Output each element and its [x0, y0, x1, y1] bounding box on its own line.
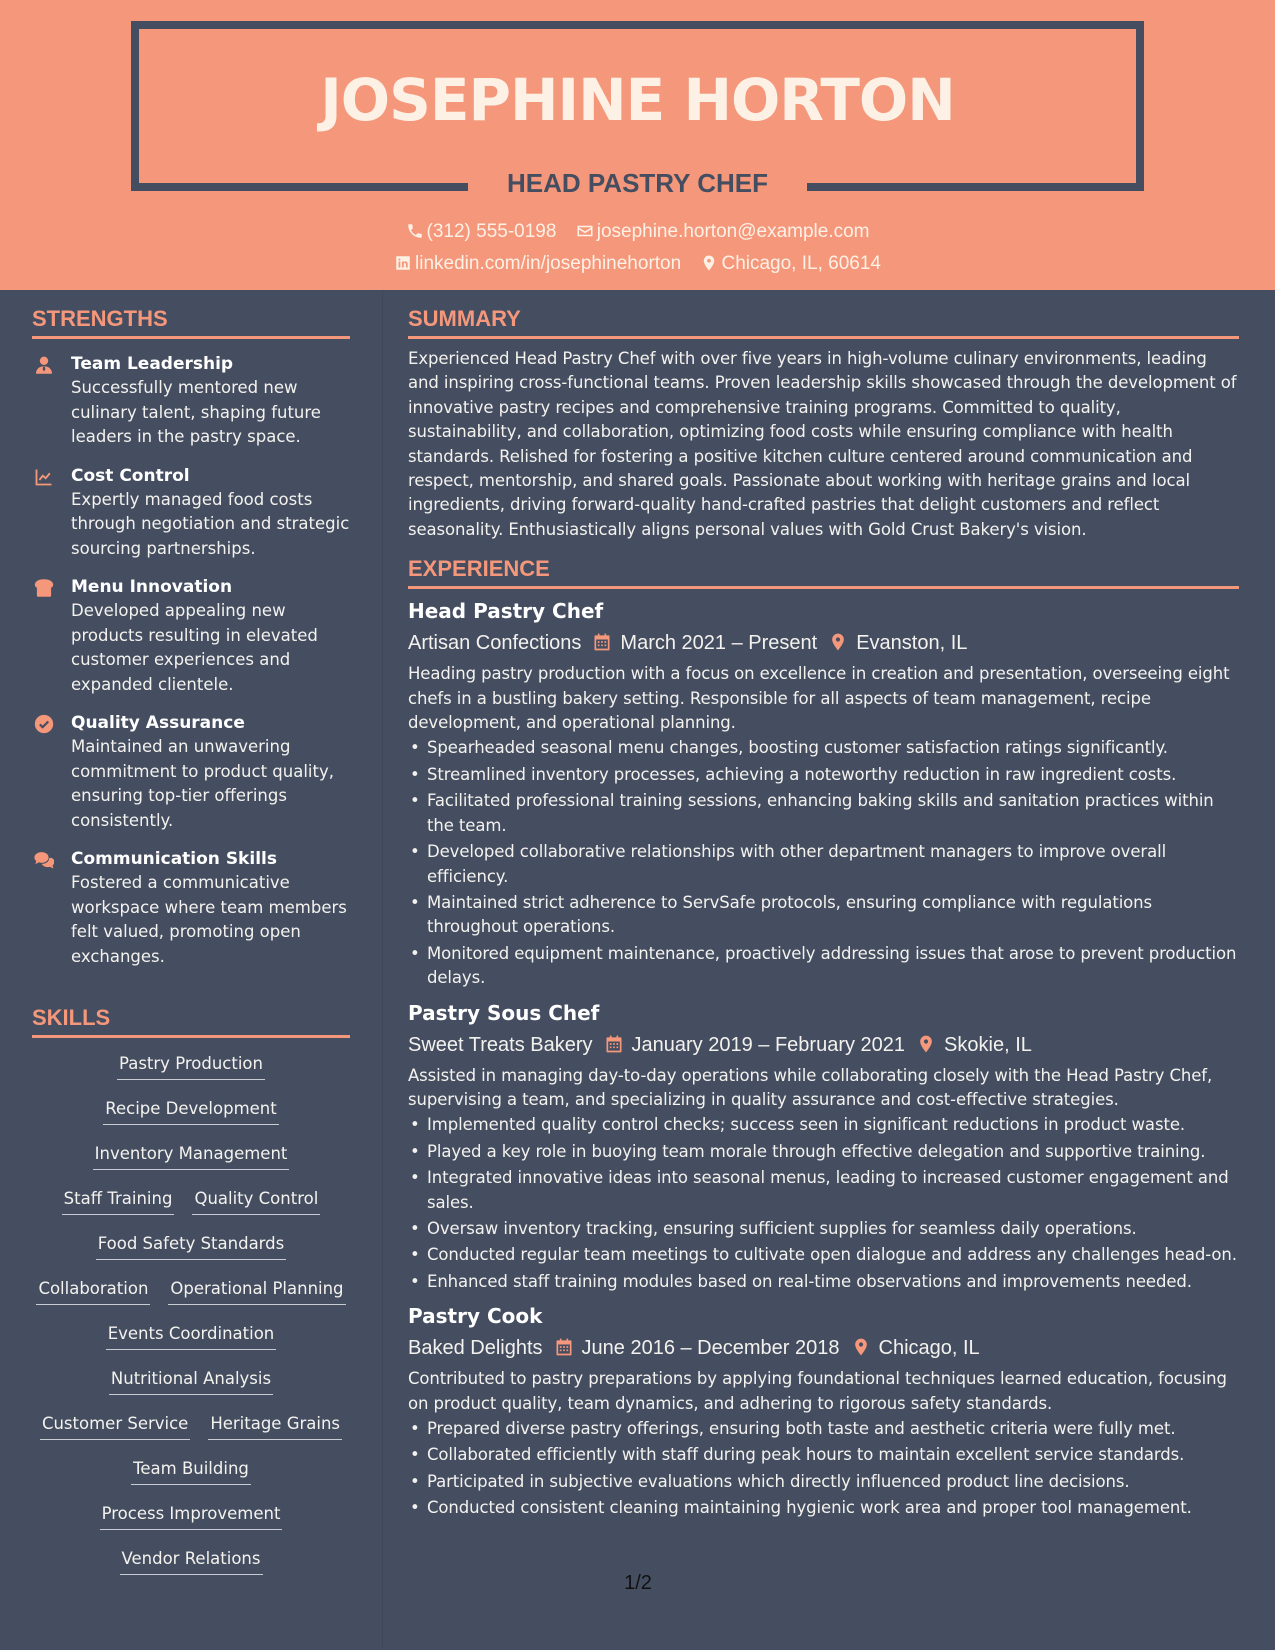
- skill-row: [32, 1052, 350, 1097]
- chart-line-icon: [34, 467, 54, 487]
- job-description: Contributed to pastry preparations by applying foundational techniques learned education, focusing on product quality, team dynamics, and adhering to rigorous safety standards.: [408, 1369, 1227, 1413]
- job-location: Evanston, IL: [856, 632, 968, 655]
- job-company: Artisan Confections: [408, 632, 582, 655]
- map-pin-icon: [916, 1034, 936, 1056]
- main-column: [408, 305, 1239, 1523]
- strength-item: [32, 847, 352, 969]
- phone-text: (312) 555-0198: [426, 221, 557, 242]
- skill-tag: Customer Service: [40, 1412, 190, 1440]
- skill-row: [32, 1322, 350, 1367]
- strength-item: [32, 711, 352, 833]
- job-meta: [408, 628, 1239, 658]
- skill-tag: Nutritional Analysis: [109, 1367, 273, 1395]
- contact-linkedin[interactable]: [394, 251, 681, 277]
- job-meta: [408, 1333, 1239, 1363]
- job-entry: [408, 1301, 1239, 1520]
- email-text: josephine.horton@example.com: [596, 221, 870, 242]
- skill-tag: Pastry Production: [117, 1052, 265, 1080]
- skill-row: [32, 1142, 350, 1187]
- envelope-icon: [576, 221, 597, 242]
- job-company: Sweet Treats Bakery: [408, 1033, 593, 1056]
- skill-tag: Events Coordination: [106, 1322, 277, 1350]
- job-bullet: • Enhanced staff training modules based on real-time observations and improvements needed.: [408, 1270, 1239, 1294]
- skill-row: [32, 1547, 350, 1592]
- frame-bottom-left: [131, 183, 468, 191]
- strength-desc: Expertly managed food costs through negotiation and strategic sourcing partnerships.: [71, 489, 350, 558]
- candidate-name: JOSEPHINE HORTON: [320, 66, 955, 134]
- bread-slice-icon: [34, 578, 54, 598]
- strength-item: [32, 575, 352, 697]
- skill-row: [32, 1277, 350, 1322]
- skill-tag: Quality Control: [192, 1187, 320, 1215]
- location-text: Chicago, IL, 60614: [721, 253, 881, 274]
- job-bullet: • Monitored equipment maintenance, proactively addressing issues that arose to prevent production delays.: [408, 942, 1239, 991]
- skill-row: [32, 1457, 350, 1502]
- frame-bottom-right: [807, 183, 1144, 191]
- strength-item: [32, 352, 352, 450]
- strength-name: Menu Innovation: [71, 577, 233, 597]
- skill-tag: Vendor Relations: [120, 1547, 263, 1575]
- map-pin-icon: [700, 253, 721, 274]
- job-bullet: • Prepared diverse pastry offerings, ensuring both taste and aesthetic criteria were fully met.: [408, 1417, 1239, 1441]
- contact-row-2: [0, 251, 1275, 277]
- check-circle-icon: [34, 714, 54, 734]
- strength-desc: Developed appealing new products resulting in elevated customer experiences and expanded clientele.: [71, 601, 318, 694]
- calendar-icon: [554, 1337, 574, 1359]
- skill-row: [32, 1097, 350, 1142]
- skill-tag: Heritage Grains: [208, 1412, 342, 1440]
- skill-tag: Collaboration: [36, 1277, 150, 1305]
- comments-icon: [34, 850, 54, 870]
- map-pin-icon: [851, 1337, 871, 1359]
- job-company: Baked Delights: [408, 1337, 543, 1360]
- skill-tag: Staff Training: [62, 1187, 175, 1215]
- job-description: Assisted in managing day-to-day operations while collaborating closely with the Head Pastry Chef, supervising a team, and specializing in quality assurance and cost-effective strategies.: [408, 1065, 1213, 1109]
- contact-phone[interactable]: [406, 219, 557, 245]
- job-title: Pastry Cook: [408, 1304, 543, 1329]
- skill-row: [32, 1232, 350, 1277]
- skill-row: [32, 1412, 350, 1457]
- job-location: Skokie, IL: [944, 1033, 1032, 1056]
- strength-desc: Fostered a communicative workspace where team members felt valued, promoting open exchanges.: [71, 873, 347, 966]
- job-entry: [408, 998, 1239, 1295]
- linkedin-icon: [394, 253, 415, 274]
- strength-name: Team Leadership: [71, 354, 234, 374]
- job-bullet: • Played a key role in buoying team morale through effective delegation and supportive training.: [408, 1140, 1239, 1164]
- job-bullet: • Streamlined inventory processes, achieving a noteworthy reduction in raw ingredient costs.: [408, 763, 1239, 787]
- job-dates: June 2016 – December 2018: [581, 1337, 840, 1360]
- strength-desc: Maintained an unwavering commitment to product quality, ensuring top-tier offerings consistently.: [71, 737, 334, 830]
- job-bullet: • Spearheaded seasonal menu changes, boosting customer satisfaction ratings significantly.: [408, 736, 1239, 760]
- linkedin-text: linkedin.com/in/josephinehorton: [415, 253, 682, 274]
- skill-tag: Recipe Development: [103, 1097, 278, 1125]
- skill-row: [32, 1502, 350, 1547]
- strength-name: Communication Skills: [71, 849, 277, 869]
- job-bullets: [408, 1113, 1239, 1294]
- job-bullets: [408, 736, 1239, 990]
- job-description: Heading pastry production with a focus on excellence in creation and presentation, overseeing eight chefs in a bustling bakery setting. Responsible for all aspects of team management, recipe development, and operational planning.: [408, 664, 1230, 733]
- skill-tag: Food Safety Standards: [96, 1232, 287, 1260]
- skill-row: [32, 1187, 350, 1232]
- contact-location: [700, 251, 881, 277]
- strength-desc: Successfully mentored new culinary talent, shaping future leaders in the pastry space.: [71, 378, 321, 446]
- contact-row-1: [0, 219, 1275, 245]
- job-bullet: • Developed collaborative relationships with other department managers to improve overall efficiency.: [408, 840, 1239, 889]
- skill-tag: Process Improvement: [100, 1502, 283, 1530]
- phone-icon: [406, 221, 427, 242]
- experience-heading: EXPERIENCE: [408, 555, 1239, 589]
- job-entry: [408, 596, 1239, 990]
- job-dates: March 2021 – Present: [620, 632, 818, 655]
- job-bullet: • Conducted regular team meetings to cultivate open dialogue and address any challenges head-on.: [408, 1243, 1239, 1267]
- page-number: 1/2: [624, 1572, 652, 1594]
- skill-row: [32, 1367, 350, 1412]
- job-dates: January 2019 – February 2021: [631, 1033, 906, 1056]
- calendar-icon: [592, 632, 612, 654]
- job-title: Pastry Sous Chef: [408, 1000, 600, 1025]
- job-bullets: [408, 1417, 1239, 1521]
- job-bullet: • Implemented quality control checks; success seen in significant reductions in product waste.: [408, 1113, 1239, 1137]
- strength-name: Cost Control: [71, 465, 190, 486]
- map-pin-icon: [828, 632, 848, 654]
- strengths-list: [32, 352, 352, 983]
- job-bullet: • Conducted consistent cleaning maintaining hygienic work area and proper tool management.: [408, 1496, 1239, 1520]
- skills-heading: SKILLS: [32, 1004, 350, 1038]
- job-location: Chicago, IL: [878, 1337, 980, 1360]
- job-bullet: • Collaborated efficiently with staff during peak hours to maintain excellent service standards.: [408, 1443, 1239, 1467]
- skill-tag: Operational Planning: [168, 1277, 345, 1305]
- strength-item: [32, 464, 352, 562]
- skills-list: [32, 1052, 350, 1592]
- resume-header: [0, 0, 1275, 290]
- summary-text: Experienced Head Pastry Chef with over five years in high-volume culinary environments, leading and inspiring cross-functional teams. Proven leadership skills showcased through the development of innovative pastry recipes and comprehensive training programs. Committed to quality, sustainability, and collaboration, optimizing food costs while ensuring compliance with health standards. Relished for fostering a positive kitchen culture centered around communication and respect, mentorship, and shared goals. Passionate about working with heritage grains and local ingredients, driving forward-quality hand-crafted pastries that delight customers and reflect seasonality. Enthusiastically aligns personal values with Gold Crust Bakery's vision.: [408, 349, 1237, 539]
- job-bullet: • Oversaw inventory tracking, ensuring sufficient supplies for seamless daily operations.: [408, 1217, 1239, 1241]
- skill-tag: Inventory Management: [93, 1142, 290, 1170]
- job-bullet: • Facilitated professional training sessions, enhancing baking skills and sanitation practices within the team.: [408, 789, 1239, 838]
- calendar-icon: [604, 1034, 624, 1056]
- job-title: Head Pastry Chef: [408, 599, 604, 624]
- strength-name: Quality Assurance: [71, 713, 245, 733]
- skill-tag: Team Building: [131, 1457, 251, 1485]
- strengths-heading: STRENGTHS: [32, 305, 350, 339]
- job-bullet: • Participated in subjective evaluations which directly influenced product line decisions.: [408, 1470, 1239, 1494]
- user-tie-icon: [34, 355, 54, 375]
- job-bullet: • Integrated innovative ideas into seasonal menus, leading to increased customer engagement and sales.: [408, 1166, 1239, 1215]
- job-meta: [408, 1030, 1239, 1060]
- contact-email[interactable]: [576, 219, 870, 245]
- summary-heading: SUMMARY: [408, 305, 1239, 339]
- candidate-title: HEAD PASTRY CHEF: [507, 168, 768, 198]
- job-bullet: • Maintained strict adherence to ServSafe protocols, ensuring compliance with regulations throughout operations.: [408, 891, 1239, 940]
